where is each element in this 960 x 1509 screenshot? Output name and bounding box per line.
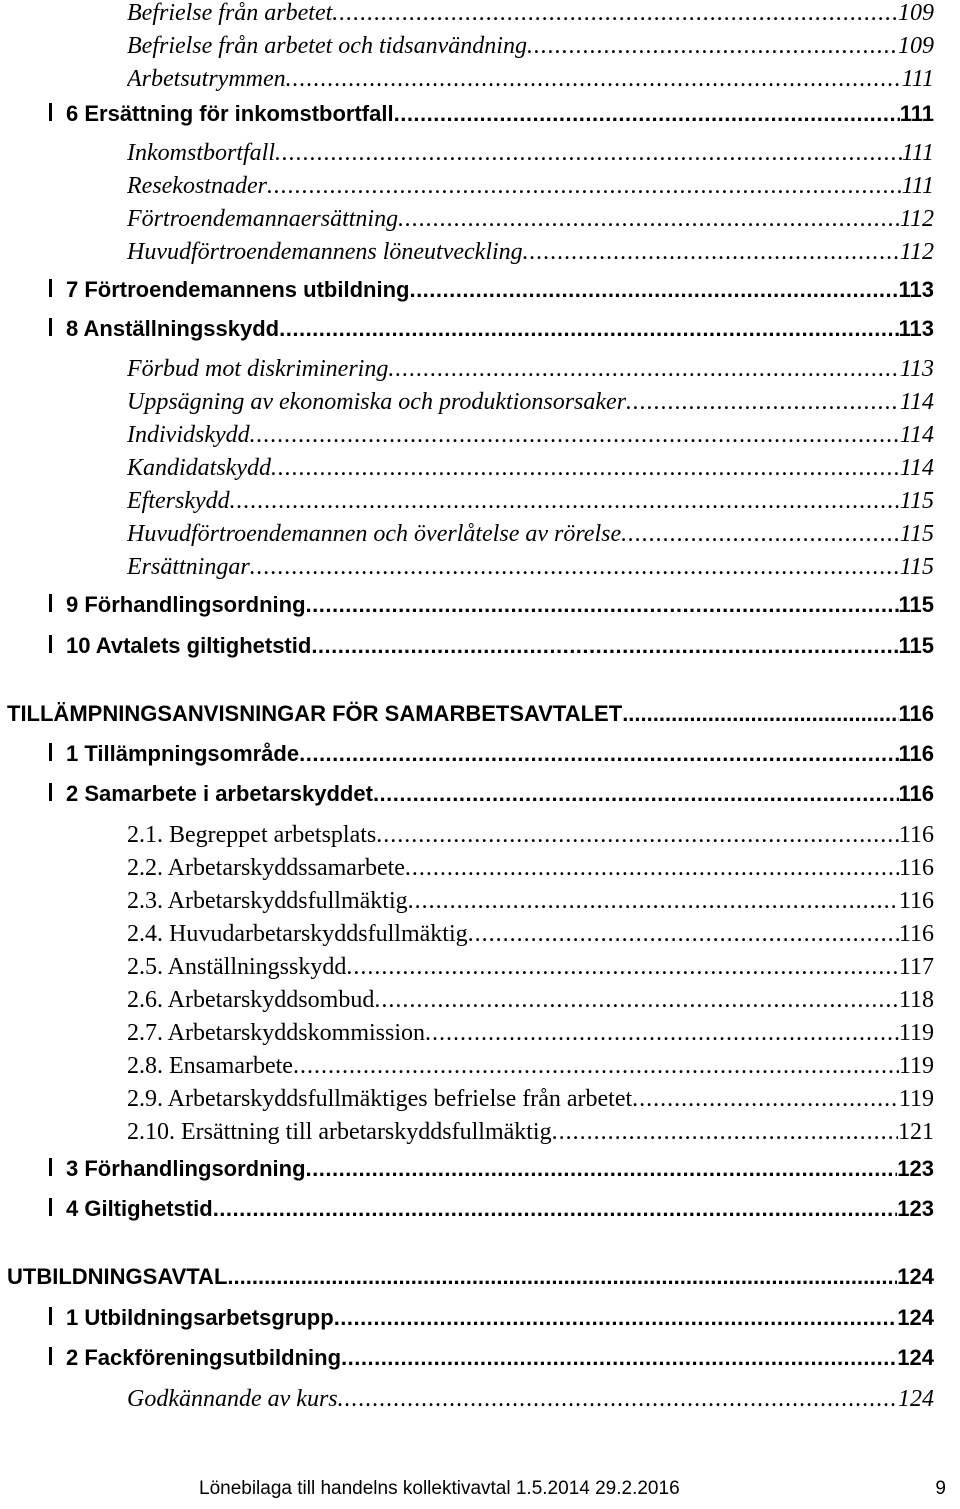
page-footer	[199, 1478, 946, 1500]
toc-entry-label: Arbetsutrymmen	[127, 66, 286, 92]
toc-entry-page: 116	[898, 888, 934, 914]
toc-entry[interactable]	[127, 1053, 934, 1080]
dot-leader	[250, 422, 900, 449]
toc-entry[interactable]	[46, 633, 934, 659]
dot-leader	[306, 1156, 898, 1182]
bullet-marker	[46, 592, 56, 612]
dot-leader	[394, 101, 900, 127]
toc-entry-label: Uppsägning av ekonomiska och produktionsorsaker	[127, 389, 627, 415]
bullet-marker	[46, 781, 56, 801]
toc-entry[interactable]	[127, 1119, 934, 1146]
toc-entry[interactable]	[127, 239, 934, 266]
toc-entry-label: Befrielse från arbetet och tidsanvändning	[127, 33, 527, 59]
toc-entry-page: 112	[899, 239, 934, 265]
toc-entry-label: 3 Förhandlingsordning	[66, 1156, 306, 1181]
toc-entry-page: 123	[897, 1156, 934, 1181]
dot-leader	[267, 173, 902, 200]
dot-leader	[373, 781, 899, 807]
dot-leader	[376, 822, 899, 849]
dot-leader	[341, 1345, 897, 1371]
toc-entry-label: Kandidatskydd	[127, 455, 271, 481]
toc-entry-label: 1 Utbildningsarbetsgrupp	[66, 1305, 334, 1330]
toc-entry-page: 117	[898, 954, 934, 980]
toc-entry[interactable]	[127, 356, 934, 383]
dot-leader	[523, 239, 900, 266]
dot-leader	[293, 1053, 899, 1080]
dot-leader	[311, 633, 898, 659]
toc-entry-page: 124	[897, 1345, 934, 1370]
toc-entry-page: 112	[899, 206, 934, 232]
toc-entry-page: 111	[901, 173, 934, 199]
toc-entry-page: 115	[899, 521, 934, 547]
toc-entry-label: Förbud mot diskriminering	[127, 356, 389, 382]
toc-entry[interactable]	[127, 455, 934, 482]
toc-entry[interactable]	[127, 987, 934, 1014]
toc-entry-label: 7 Förtroendemannens utbildning	[66, 277, 410, 302]
toc-entry[interactable]	[127, 888, 934, 915]
toc-entry-page: 116	[898, 701, 934, 726]
toc-entry-page: 113	[898, 316, 934, 341]
dot-leader	[332, 0, 898, 27]
dot-leader	[346, 954, 899, 981]
toc-entry[interactable]	[127, 206, 934, 233]
toc-entry-page: 116	[898, 921, 934, 947]
dot-leader	[306, 592, 899, 618]
toc-entry-page: 114	[899, 422, 934, 448]
toc-entry[interactable]	[127, 1086, 934, 1113]
dot-leader	[388, 356, 899, 383]
dot-leader	[286, 66, 902, 93]
dot-leader	[250, 554, 900, 581]
dot-leader	[398, 206, 900, 233]
toc-entry[interactable]	[127, 488, 934, 515]
toc-entry-page: 119	[898, 1086, 934, 1112]
dot-leader	[374, 987, 899, 1014]
toc-entry-label: Inkomstbortfall	[127, 140, 275, 166]
toc-entry-label: 2 Fackföreningsutbildning	[66, 1345, 342, 1370]
toc-entry-label: 2.10. Ersättning till arbetarskyddsfullmäktig	[127, 1119, 552, 1145]
bullet-marker	[46, 316, 56, 336]
toc-entry-label: 1 Tillämpningsområde	[66, 741, 300, 766]
toc-entry-page: 116	[898, 741, 934, 766]
toc-entry-page: 115	[899, 488, 934, 514]
dot-leader	[621, 521, 900, 548]
toc-entry-label: TILLÄMPNINGSANVISNINGAR FÖR SAMARBETSAVTALET	[7, 701, 623, 726]
dot-leader	[338, 1386, 898, 1413]
toc-entry-label: 2.8. Ensamarbete	[127, 1053, 293, 1079]
toc-entry[interactable]	[127, 954, 934, 981]
toc-entry-label: 2.4. Huvudarbetarskyddsfullmäktig	[127, 921, 468, 947]
toc-entry-label: 2.7. Arbetarskyddskommission	[127, 1020, 425, 1046]
toc-entry-label: UTBILDNINGSAVTAL	[7, 1264, 228, 1289]
dot-leader	[271, 455, 900, 482]
bullet-marker	[46, 1305, 56, 1325]
toc-entry[interactable]	[46, 592, 934, 618]
toc-entry[interactable]	[127, 422, 934, 449]
toc-entry-label: 2.2. Arbetarskyddssamarbete	[127, 855, 405, 881]
toc-entry-label: Godkännande av kurs	[127, 1386, 338, 1412]
dot-leader	[334, 1305, 898, 1331]
toc-entry-label: 6 Ersättning för inkomstbortfall	[66, 101, 394, 126]
dot-leader	[213, 1196, 898, 1222]
toc-entry[interactable]	[127, 521, 934, 548]
toc-entry[interactable]	[7, 701, 934, 727]
toc-entry-label: 2 Samarbete i arbetarskyddet	[66, 781, 373, 806]
toc-entry[interactable]	[46, 1156, 934, 1182]
dot-leader	[527, 33, 898, 60]
toc-entry-label: Efterskydd	[127, 488, 230, 514]
toc-entry-page: 118	[898, 987, 934, 1013]
footer-page-number: 9	[935, 1478, 946, 1499]
toc-entry[interactable]	[46, 741, 934, 767]
toc-entry-page: 124	[898, 1386, 934, 1412]
toc-entry-label: 2.5. Anställningsskydd	[127, 954, 347, 980]
bullet-marker	[46, 101, 56, 121]
toc-entry-page: 115	[898, 633, 934, 658]
bullet-marker	[46, 1156, 56, 1176]
toc-entry-page: 116	[898, 781, 934, 806]
footer-title: Lönebilaga till handelns kollektivavtal 1.5.2014 29.2.2016	[199, 1478, 680, 1499]
toc-entry[interactable]	[46, 1345, 934, 1371]
toc-entry[interactable]	[127, 33, 934, 60]
toc-entry-page: 113	[898, 277, 934, 302]
toc-entry-page: 111	[901, 66, 934, 92]
toc-entry[interactable]	[127, 822, 934, 849]
dot-leader	[626, 389, 900, 416]
dot-leader	[230, 488, 900, 515]
bullet-marker	[46, 1345, 56, 1365]
toc-entry-label: 9 Förhandlingsordning	[66, 592, 306, 617]
toc-entry[interactable]	[127, 1386, 934, 1413]
toc-entry[interactable]	[46, 1196, 934, 1222]
toc-entry-page: 116	[898, 855, 934, 881]
toc-entry[interactable]	[7, 1264, 934, 1290]
dot-leader	[409, 277, 898, 303]
toc-entry-page: 119	[898, 1053, 934, 1079]
toc-entry-label: 10 Avtalets giltighetstid	[66, 633, 312, 658]
toc-entry[interactable]	[127, 140, 934, 167]
toc-entry-page: 111	[901, 140, 934, 166]
toc-entry-label: Huvudförtroendemannens löneutveckling	[127, 239, 523, 265]
toc-entry-label: 2.9. Arbetarskyddsfullmäktiges befrielse från arbetet	[127, 1086, 633, 1112]
toc-entry[interactable]	[127, 389, 934, 416]
toc-entry-page: 123	[897, 1196, 934, 1221]
toc-entry-page: 113	[899, 356, 934, 382]
toc-entry-label: Förtroendemannaersättning	[127, 206, 399, 232]
toc-entry[interactable]	[46, 781, 934, 807]
toc-entry-page: 124	[897, 1264, 934, 1289]
toc-entry[interactable]	[46, 1305, 934, 1331]
bullet-marker	[46, 741, 56, 761]
toc-entry-page: 109	[898, 0, 934, 26]
toc-entry[interactable]	[127, 554, 934, 581]
dot-leader	[408, 888, 899, 915]
dot-leader	[227, 1264, 897, 1290]
dot-leader	[275, 140, 902, 167]
toc-entry-page: 111	[899, 101, 934, 126]
toc-entry-label: 2.3. Arbetarskyddsfullmäktig	[127, 888, 408, 914]
toc-entry-page: 116	[898, 822, 934, 848]
toc-entry[interactable]	[127, 1020, 934, 1047]
dot-leader	[468, 921, 899, 948]
toc-entry-page: 114	[899, 389, 934, 415]
dot-leader	[632, 1086, 899, 1113]
toc-entry-page: 115	[898, 592, 934, 617]
toc-entry-label: 2.6. Arbetarskyddsombud	[127, 987, 375, 1013]
toc-entry[interactable]	[46, 101, 934, 127]
toc-entry-page: 114	[899, 455, 934, 481]
bullet-marker	[46, 633, 56, 653]
toc-entry-label: Befrielse från arbetet	[127, 0, 333, 26]
toc-entry[interactable]	[127, 921, 934, 948]
toc-entry[interactable]	[127, 855, 934, 882]
dot-leader	[405, 855, 899, 882]
toc-entry-label: Resekostnader	[127, 173, 267, 199]
toc-entry-page: 119	[898, 1020, 934, 1046]
toc-entry-page: 109	[898, 33, 934, 59]
bullet-marker	[46, 277, 56, 297]
toc-entry-label: 4 Giltighetstid	[66, 1196, 213, 1221]
toc-entry-label: 8 Anställningsskydd	[66, 316, 280, 341]
toc-entry-label: Ersättningar	[127, 554, 250, 580]
dot-leader	[552, 1119, 898, 1146]
toc-entry-page: 115	[899, 554, 934, 580]
toc-entry-label: 2.1. Begreppet arbetsplats	[127, 822, 377, 848]
toc-entry[interactable]	[127, 173, 934, 200]
toc-entry-page: 121	[898, 1119, 934, 1145]
toc-entry[interactable]	[127, 0, 934, 27]
toc-entry[interactable]	[127, 66, 934, 93]
toc-entry-label: Individskydd	[127, 422, 250, 448]
dot-leader	[299, 741, 898, 767]
bullet-marker	[46, 1196, 56, 1216]
dot-leader	[425, 1020, 899, 1047]
toc-entry-page: 124	[897, 1305, 934, 1330]
toc-entry[interactable]	[46, 316, 934, 342]
dot-leader	[622, 701, 898, 727]
toc-entry-label: Huvudförtroendemannen och överlåtelse av rörelse	[127, 521, 622, 547]
dot-leader	[279, 316, 898, 342]
toc-entry[interactable]	[46, 277, 934, 303]
